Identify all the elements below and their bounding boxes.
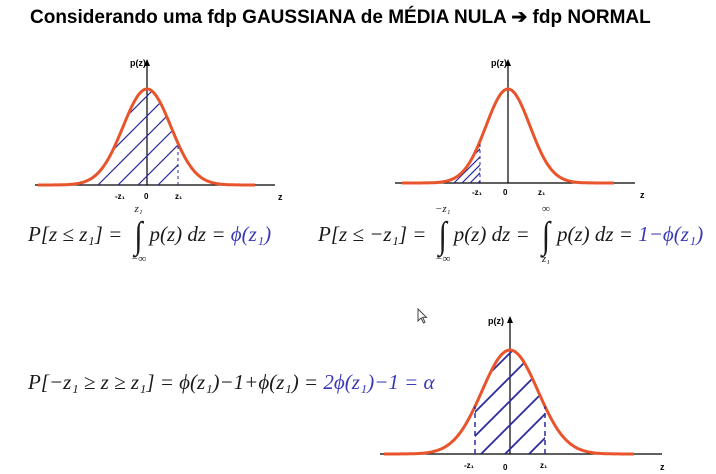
hatch-line — [78, 85, 178, 185]
slide-title: Considerando uma fdp GAUSSIANA de MÉDIA NULA ➔ fdp NORMAL — [30, 7, 651, 28]
x-axis-label: z — [640, 190, 645, 200]
hatch-line — [98, 85, 198, 185]
hatch-line — [138, 85, 238, 185]
hatch-line — [502, 115, 570, 183]
formula-result: ϕ(z₁) — [230, 222, 272, 246]
x-axis-label: z — [278, 192, 283, 202]
hatch-line — [380, 115, 402, 183]
hatch-line — [577, 340, 672, 454]
y-axis-arrow — [507, 316, 513, 323]
tick-zero: 0 — [144, 192, 149, 201]
gaussian-plot-right — [380, 55, 660, 215]
hatch-line — [380, 115, 442, 183]
y-axis-label: p(z) — [491, 58, 507, 68]
hatch-line — [20, 85, 38, 185]
hatch-line — [398, 115, 466, 183]
hatch-line — [20, 85, 98, 185]
integral-lower-limit: −∞ — [435, 253, 451, 266]
hatch-line — [380, 115, 418, 183]
shaded-region — [380, 115, 610, 183]
hatch-line — [380, 115, 434, 183]
formula-interval-probability — [28, 370, 435, 395]
formula-mid: p(z) dz = — [453, 222, 535, 246]
hatch-line — [542, 115, 610, 183]
integral-upper-limit: −z₁ — [434, 203, 451, 216]
y-axis-label: p(z) — [130, 58, 146, 68]
integral-lower-limit: z₁ — [541, 253, 550, 266]
hatch-line — [238, 85, 300, 185]
hatch-line — [198, 85, 298, 185]
hatch-line — [218, 85, 300, 185]
hatch-line — [601, 340, 672, 454]
formula-result: 1−ϕ(z₁) — [638, 222, 704, 246]
hatch-line — [625, 340, 672, 454]
formula-integrand: p(z) dz = — [556, 222, 639, 246]
hatch-line — [553, 340, 667, 454]
hatch-line — [529, 340, 643, 454]
tick-pos-z1: z₁ — [538, 188, 546, 197]
hatch-line — [649, 340, 672, 454]
tick-pos-z1: z₁ — [175, 192, 183, 201]
hatch-line — [470, 115, 538, 183]
hatch-line — [409, 340, 523, 454]
formula-integrand: p(z) dz = — [149, 222, 231, 246]
integral-sign: z₁ ∫ −∞ — [128, 223, 150, 249]
formula-lhs: P[z ≤ z₁] = — [28, 222, 128, 246]
integral-sign: ∞ ∫ z₁ — [535, 223, 557, 249]
tick-neg-z1: -z₁ — [115, 192, 125, 201]
hatch-line — [382, 115, 450, 183]
hatch-line — [385, 340, 499, 454]
formula-lhs: P[z ≤ −z₁] = — [318, 222, 432, 246]
hatch-line — [462, 115, 530, 183]
tick-neg-z1: -z₁ — [464, 461, 474, 470]
formula-cdf-z1 — [28, 203, 272, 266]
formula-lhs: P[−z₁ ≥ z ≥ z₁] = ϕ(z₁)−1+ϕ(z₁) = — [28, 370, 324, 394]
hatch-line — [372, 340, 475, 454]
tick-zero: 0 — [503, 463, 508, 472]
integral-lower-limit: −∞ — [130, 253, 147, 266]
hatch-line — [478, 115, 546, 183]
hatch-line — [380, 115, 426, 183]
formula-cdf-neg-z1 — [318, 203, 704, 266]
integral-upper-limit: z₁ — [134, 203, 143, 216]
hatch-line — [390, 115, 458, 183]
hatch-line — [510, 115, 578, 183]
hatch-line — [380, 115, 410, 183]
y-axis-label: p(z) — [488, 316, 504, 326]
tick-zero: 0 — [503, 188, 508, 197]
hatch-line — [494, 115, 562, 183]
hatch-line — [433, 340, 547, 454]
formula-result: 2ϕ(z₁)−1 = α — [323, 370, 435, 394]
hatch-line — [526, 115, 594, 183]
hatch-line — [20, 85, 58, 185]
tick-pos-z1: z₁ — [540, 461, 548, 470]
hatch-line — [534, 115, 602, 183]
x-axis-label: z — [660, 462, 665, 472]
hatch-line — [38, 85, 138, 185]
integral-sign: −z₁ ∫ −∞ — [432, 223, 454, 249]
integral-upper-limit: ∞ — [542, 203, 550, 216]
hatch-line — [258, 85, 300, 185]
hatch-line — [58, 85, 158, 185]
hatch-line — [486, 115, 554, 183]
hatch-line — [118, 85, 218, 185]
hatch-line — [20, 85, 118, 185]
tick-neg-z1: -z₁ — [472, 188, 482, 197]
hatch-line — [20, 85, 78, 185]
gaussian-plot-left — [20, 55, 300, 215]
hatch-line — [454, 115, 522, 183]
mouse-cursor-icon — [417, 308, 429, 324]
hatch-line — [457, 340, 571, 454]
